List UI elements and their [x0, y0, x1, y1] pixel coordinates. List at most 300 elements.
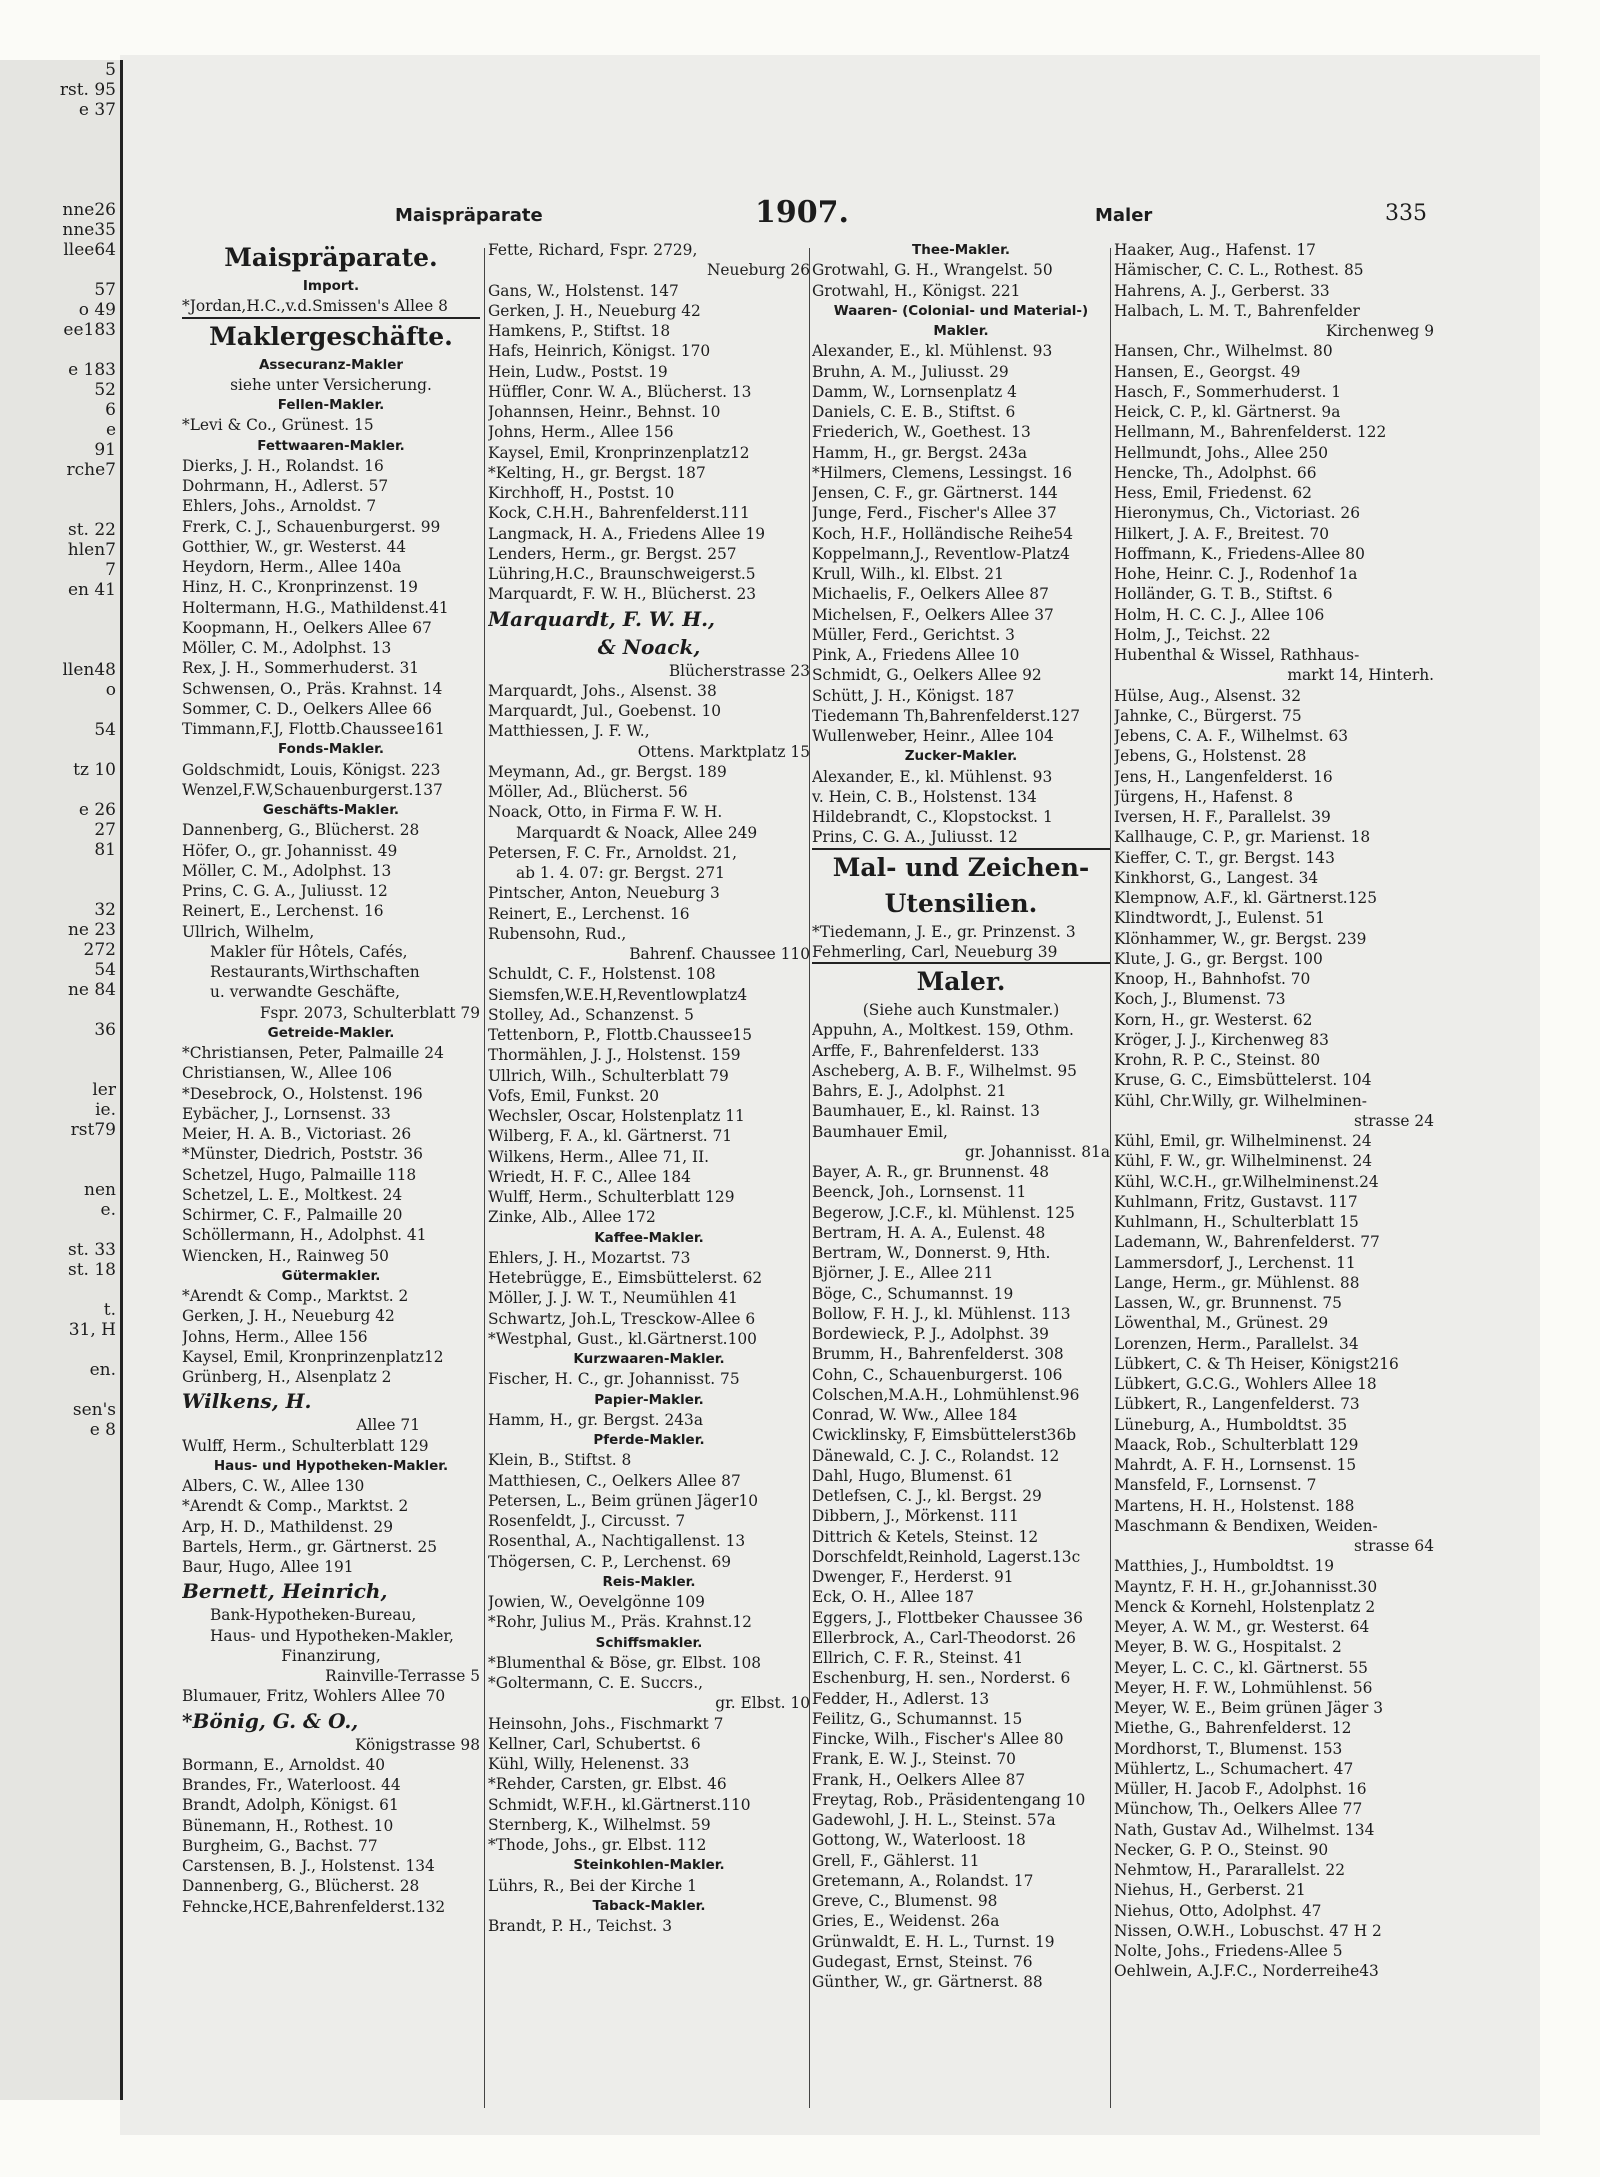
directory-entry: Dänewald, C. J. C., Rolandst. 12	[812, 1446, 1060, 1465]
directory-entry: Kellner, Carl, Schubertst. 6	[488, 1734, 701, 1753]
directory-entry: Dorschfeldt,Reinhold, Lagerst.13c	[812, 1547, 1081, 1566]
directory-entry: Möller, Ad., Blücherst. 56	[488, 783, 688, 801]
directory-entry: Nolte, Johs., Friedens-Allee 5	[1114, 1942, 1343, 1960]
margin-fragment: 54	[94, 720, 116, 740]
directory-entry: Bank-Hypotheken-Bureau,	[210, 1606, 417, 1625]
directory-entry: Kinkhorst, G., Langest. 34	[1114, 868, 1319, 887]
subsection-heading: Makler.	[933, 323, 989, 339]
directory-entry: Dannenberg, G., Blücherst. 28	[182, 1877, 420, 1896]
directory-entry: Hansen, E., Georgst. 49	[1114, 362, 1301, 381]
directory-entry: Lübkert, G.C.G., Wohlers Allee 18	[1114, 1375, 1377, 1393]
directory-entry: Frank, H., Oelkers Allee 87	[812, 1770, 1026, 1789]
directory-entry: Ascheberg, A. B. F., Wilhelmst. 95	[812, 1061, 1077, 1080]
margin-fragment	[0, 740, 120, 760]
directory-entry: Cwicklinsky, F, Eimsbüttelerst36b	[812, 1426, 1077, 1445]
directory-entry: Holm, H. C. C. J., Allee 106	[1114, 605, 1325, 624]
directory-entry: Mahrdt, A. F. H., Lornsenst. 15	[1114, 1456, 1357, 1474]
directory-entry: strasse 64	[1354, 1537, 1434, 1555]
margin-fragment: e 183	[68, 360, 116, 380]
directory-entry: v. Hein, C. B., Holstenst. 134	[812, 787, 1037, 806]
margin-fragment: 31, H	[68, 1320, 116, 1340]
margin-fragment	[0, 1140, 120, 1160]
directory-entry: Höfer, O., gr. Johannisst. 49	[182, 841, 398, 860]
subsection-heading: Papier-Makler.	[594, 1391, 704, 1408]
directory-entry: Koch, H.F., Holländische Reihe54	[812, 524, 1073, 543]
directory-entry: Lassen, W., gr. Brunnenst. 75	[1114, 1294, 1342, 1312]
margin-fragment: e 8	[89, 1420, 116, 1440]
subsection-heading: Assecuranz-Makler	[258, 356, 404, 373]
directory-entry: Kuhlmann, H., Schulterblatt 15	[1114, 1213, 1359, 1231]
margin-fragment	[0, 1040, 120, 1060]
margin-fragment	[0, 640, 120, 660]
margin-fragment	[0, 620, 120, 640]
directory-entry: Hahrens, A. J., Gerberst. 33	[1114, 281, 1330, 300]
directory-entry: Wulff, Herm., Schulterblatt 129	[488, 1188, 735, 1206]
margin-fragment	[0, 1060, 120, 1080]
margin-fragment: 272	[83, 940, 116, 960]
directory-entry: Fincke, Wilh., Fischer's Allee 80	[812, 1730, 1064, 1748]
directory-entry: Dahl, Hugo, Blumenst. 61	[812, 1466, 1014, 1485]
directory-entry: Klute, J. G., gr. Bergst. 100	[1114, 949, 1323, 968]
directory-entry: Hämischer, C. C. L., Rothest. 85	[1114, 261, 1364, 280]
margin-fragment: en.	[89, 1360, 116, 1380]
directory-entry: Eschenburg, H. sen., Norderst. 6	[812, 1669, 1071, 1688]
directory-entry: Hafs, Heinrich, Königst. 170	[488, 342, 711, 361]
directory-entry: Neueburg 26	[706, 261, 810, 280]
subsection-heading: Pferde-Makler.	[593, 1432, 705, 1448]
margin-fragment: rche7	[66, 460, 116, 480]
directory-entry: Hencke, Th., Adolphst. 66	[1114, 463, 1317, 482]
directory-entry: Conrad, W. Ww., Allee 184	[812, 1406, 1018, 1424]
directory-entry: *Kelting, H., gr. Bergst. 187	[488, 463, 706, 482]
directory-entry: Kaysel, Emil, Kronprinzenplatz12	[488, 443, 750, 462]
directory-entry: Schütt, J. H., Königst. 187	[812, 686, 1015, 705]
margin-fragment: st. 33	[68, 1240, 116, 1260]
directory-entry: Kühl, W.C.H., gr.Wilhelminenst.24	[1114, 1172, 1379, 1191]
subsection-heading: Fonds-Makler.	[277, 741, 385, 758]
directory-entry: *Thode, Johs., gr. Elbst. 112	[488, 1836, 707, 1854]
directory-entry: Carstensen, B. J., Holstenst. 134	[182, 1857, 435, 1875]
directory-entry: Hellmann, M., Bahrenfelderst. 122	[1114, 423, 1387, 442]
directory-entry: Hohe, Heinr. C. J., Rodenhof 1a	[1114, 565, 1358, 583]
directory-entry: Nissen, O.W.H., Lobuschst. 47 H 2	[1114, 1921, 1382, 1940]
directory-entry: Schirmer, C. F., Palmaille 20	[182, 1206, 403, 1224]
directory-entry: Hoffmann, K., Friedens-Allee 80	[1114, 544, 1365, 563]
directory-entry: Holländer, G. T. B., Stiftst. 6	[1114, 585, 1333, 604]
margin-fragment: 54	[94, 960, 116, 980]
directory-entry: *Jordan,H.C.,v.d.Smissen's Allee 8	[182, 296, 480, 318]
directory-entry: Bahrenf. Chaussee 110	[629, 945, 810, 963]
margin-fragment: 57	[94, 280, 116, 300]
directory-entry: Alexander, E., kl. Mühlenst. 93	[812, 767, 1053, 786]
directory-entry: Wiencken, H., Rainweg 50	[182, 1246, 389, 1265]
directory-entry: Langmack, H. A., Friedens Allee 19	[488, 524, 766, 543]
directory-entry: Jebens, C. A. F., Wilhelmst. 63	[1114, 727, 1349, 745]
directory-entry: *Arendt & Comp., Marktst. 2	[182, 1287, 409, 1305]
directory-entry: Koopmann, H., Oelkers Allee 67	[182, 618, 432, 637]
directory-entry: Gudegast, Ernst, Steinst. 76	[812, 1952, 1033, 1971]
directory-entry: Dwenger, F., Herderst. 91	[812, 1568, 1014, 1586]
directory-entry: Bünemann, H., Rothest. 10	[182, 1816, 394, 1835]
directory-entry: Hetebrügge, E., Eimsbüttelerst. 62	[488, 1269, 763, 1287]
directory-entry: Böge, C., Schumannst. 19	[812, 1284, 1014, 1303]
directory-entry: strasse 24	[1354, 1111, 1434, 1130]
directory-entry: Dittrich & Ketels, Steinst. 12	[812, 1527, 1039, 1546]
margin-fragment: e 37	[78, 100, 116, 120]
directory-entry: Eggers, J., Flottbeker Chaussee 36	[812, 1608, 1083, 1627]
directory-entry: Holm, J., Teichst. 22	[1114, 625, 1271, 644]
directory-entry: gr. Elbst. 10	[715, 1694, 810, 1713]
margin-fragment: e	[105, 420, 116, 440]
directory-entry: Schetzel, Hugo, Palmaille 118	[182, 1165, 417, 1184]
directory-entry: Jahnke, C., Bürgerst. 75	[1114, 706, 1302, 725]
margin-fragment	[0, 1340, 120, 1360]
margin-fragment: nne35	[62, 220, 116, 240]
directory-entry: Hülse, Aug., Alsenst. 32	[1114, 686, 1302, 705]
margin-fragment	[0, 1380, 120, 1400]
directory-entry: Jürgens, H., Hafenst. 8	[1114, 787, 1294, 806]
directory-entry: Lübkert, C. & Th Heiser, Königst216	[1114, 1354, 1399, 1373]
directory-entry: Arp, H. D., Mathildenst. 29	[182, 1517, 393, 1536]
margin-fragment: en 41	[67, 580, 116, 600]
directory-entry: Kieffer, C. T., gr. Bergst. 143	[1114, 848, 1335, 867]
directory-entry: Thögersen, C. P., Lerchenst. 69	[488, 1552, 732, 1571]
directory-entry: Mayntz, F. H. H., gr.Johannisst.30	[1114, 1577, 1378, 1596]
directory-entry: Marquardt, Jul., Goebenst. 10	[488, 702, 722, 720]
page-number: 335	[1385, 201, 1427, 226]
margin-fragment	[0, 880, 120, 900]
directory-entry: Königstrasse 98	[354, 1735, 480, 1754]
directory-entry: Rosenthal, A., Nachtigallenst. 13	[488, 1532, 746, 1551]
directory-entry: Brandt, Adolph, Königst. 61	[182, 1796, 399, 1815]
directory-entry: Mordhorst, T., Blumenst. 153	[1114, 1739, 1343, 1758]
directory-entry: Thormählen, J. J., Holstenst. 159	[488, 1046, 741, 1065]
directory-entry: Hubenthal & Wissel, Rathhaus-	[1114, 646, 1360, 664]
directory-entry: Klindtwordt, J., Eulenst. 51	[1114, 909, 1326, 928]
directory-entry: *Goltermann, C. E. Succrs.,	[488, 1674, 703, 1692]
subsection-heading: Gütermakler.	[281, 1267, 381, 1284]
section-heading: Maklergeschäfte.	[209, 321, 453, 351]
margin-fragment: rst. 95	[59, 80, 116, 100]
directory-entry: Menck & Kornehl, Holstenplatz 2	[1114, 1597, 1376, 1616]
directory-entry: Dannenberg, G., Blücherst. 28	[182, 821, 420, 840]
directory-entry: Ullrich, Wilh., Schulterblatt 79	[488, 1066, 729, 1085]
directory-entry: Prins, C. G. A., Juliusst. 12	[812, 827, 1110, 849]
directory-entry: Müller, H. Jacob F., Adolphst. 16	[1114, 1780, 1367, 1798]
display-entry: & Noack,	[597, 634, 701, 659]
subsection-heading: Haus- und Hypotheken-Makler.	[213, 1457, 449, 1474]
directory-entry: Maschmann & Bendixen, Weiden-	[1114, 1516, 1378, 1535]
directory-entry: Kaysel, Emil, Kronprinzenplatz12	[182, 1347, 444, 1366]
directory-entry: Möller, J. J. W. T., Neumühlen 41	[488, 1289, 738, 1308]
directory-entry: Goldschmidt, Louis, Königst. 223	[182, 760, 441, 779]
directory-entry: Schwensen, O., Präs. Krahnst. 14	[182, 679, 443, 698]
column-rule	[1110, 248, 1111, 2108]
directory-entry: Fette, Richard, Fspr. 2729,	[488, 241, 698, 259]
directory-entry: Bormann, E., Arnoldst. 40	[182, 1755, 386, 1774]
directory-entry: Eybächer, J., Lornsenst. 33	[182, 1104, 391, 1123]
directory-entry: Rubensohn, Rud.,	[488, 924, 627, 943]
directory-entry: Bollow, F. H. J., kl. Mühlenst. 113	[812, 1304, 1071, 1323]
margin-fragment: tz 10	[73, 760, 116, 780]
margin-fragment: t.	[103, 1300, 116, 1320]
directory-entry: Albers, C. W., Allee 130	[182, 1477, 365, 1495]
margin-fragment	[0, 160, 120, 180]
directory-entry: Baur, Hugo, Allee 191	[182, 1558, 354, 1576]
directory-entry: Ehlers, J. H., Mozartst. 73	[488, 1248, 691, 1267]
margin-fragment	[0, 700, 120, 720]
margin-fragment: 27	[94, 820, 116, 840]
directory-entry: Friederich, W., Goethest. 13	[812, 423, 1031, 442]
directory-entry: Mühlertz, L., Schumachert. 47	[1114, 1759, 1354, 1778]
directory-entry: Niehus, Otto, Adolphst. 47	[1114, 1901, 1322, 1920]
directory-entry: *Münster, Diedrich, Poststr. 36	[182, 1145, 423, 1164]
directory-entry: Nath, Gustav Ad., Wilhelmst. 134	[1114, 1820, 1375, 1839]
margin-fragment: 5	[105, 60, 116, 80]
margin-fragment	[0, 1280, 120, 1300]
directory-entry: Appuhn, A., Moltkest. 159, Othm.	[812, 1021, 1074, 1040]
running-head-year: 1907.	[755, 195, 849, 230]
subsection-heading: Geschäfts-Makler.	[262, 802, 400, 818]
directory-entry: Heydorn, Herm., Allee 140a	[182, 558, 402, 576]
directory-entry: Matthies, J., Humboldtst. 19	[1114, 1557, 1335, 1576]
margin-fragment	[0, 860, 120, 880]
directory-entry: Noack, Otto, in Firma F. W. H.	[488, 803, 723, 822]
directory-entry: Schwartz, Joh.L, Tresckow-Allee 6	[488, 1309, 756, 1328]
directory-entry: *Tiedemann, J. E., gr. Prinzenst. 3	[812, 922, 1076, 941]
directory-entry: Brumm, H., Bahrenfelderst. 308	[812, 1345, 1064, 1364]
directory-entry: Hansen, Chr., Wilhelmst. 80	[1114, 342, 1333, 361]
subsection-heading: Fettwaaren-Makler.	[257, 437, 405, 454]
directory-entry: u. verwandte Geschäfte,	[210, 983, 401, 1002]
directory-entry: *Christiansen, Peter, Palmaille 24	[182, 1044, 444, 1062]
margin-fragment	[0, 340, 120, 360]
directory-entry: *Rohr, Julius M., Präs. Krahnst.12	[488, 1613, 752, 1632]
directory-entry: Kirchhoff, H., Postst. 10	[488, 484, 675, 502]
directory-entry: Meyer, L. C. C., kl. Gärtnerst. 55	[1114, 1658, 1368, 1677]
directory-entry: Hasch, F., Sommerhuderst. 1	[1114, 382, 1342, 401]
directory-entry: Daniels, C. E. B., Stiftst. 6	[812, 403, 1016, 421]
directory-entry: Meymann, Ad., gr. Bergst. 189	[488, 762, 727, 781]
directory-entry: Lammersdorf, J., Lerchenst. 11	[1114, 1253, 1356, 1272]
margin-fragment: st. 18	[68, 1260, 116, 1280]
margin-fragment: hlen7	[67, 540, 116, 560]
directory-entry: Müller, Ferd., Gerichtst. 3	[812, 625, 1015, 644]
directory-entry: Lüneburg, A., Humboldtst. 35	[1114, 1415, 1348, 1434]
directory-entry: Bordewieck, P. J., Adolphst. 39	[812, 1325, 1049, 1343]
directory-entry: Jensen, C. F., gr. Gärtnerst. 144	[812, 484, 1058, 502]
directory-entry: Wullenweber, Heinr., Allee 104	[812, 727, 1054, 745]
margin-fragment	[0, 120, 120, 140]
directory-entry: Ellerbrock, A., Carl-Theodorst. 26	[812, 1628, 1076, 1647]
directory-entry: Matthiesen, C., Oelkers Allee 87	[488, 1471, 741, 1490]
directory-entry: Heinsohn, Johs., Fischmarkt 7	[488, 1714, 724, 1733]
section-heading: Utensilien.	[884, 888, 1038, 918]
adjacent-page-margin	[0, 60, 123, 2100]
display-entry: Bernett, Heinrich,	[182, 1579, 388, 1604]
directory-entry: Heick, C. P., kl. Gärtnerst. 9a	[1114, 403, 1341, 421]
directory-entry: Jens, H., Langenfelderst. 16	[1114, 767, 1333, 786]
directory-entry: Fedder, H., Adlerst. 13	[812, 1689, 990, 1708]
directory-entry: Marquardt, F. W. H., Blücherst. 23	[488, 585, 757, 604]
directory-entry: Koch, J., Blumenst. 73	[1114, 990, 1286, 1009]
margin-fragment	[0, 500, 120, 520]
directory-entry: Knoop, H., Bahnhofst. 70	[1114, 970, 1311, 988]
directory-entry: Timmann,F.J, Flottb.Chaussee161	[182, 720, 445, 738]
directory-entry: Kuhlmann, Fritz, Gustavst. 117	[1114, 1192, 1358, 1211]
directory-entry: Pink, A., Friedens Allee 10	[812, 646, 1020, 664]
directory-entry: Kröger, J. J., Kirchenweg 83	[1114, 1030, 1329, 1049]
directory-entry: ab 1. 4. 07: gr. Bergst. 271	[516, 864, 725, 882]
directory-entry: Hinz, H. C., Kronprinzenst. 19	[182, 578, 418, 597]
subsection-heading: Zucker-Makler.	[904, 748, 1018, 765]
directory-entry: Kühl, F. W., gr. Wilhelminenst. 24	[1114, 1152, 1373, 1171]
directory-entry: Gries, E., Weidenst. 26a	[812, 1912, 1000, 1931]
directory-entry: Grotwahl, H., Königst. 221	[812, 281, 1021, 300]
directory-entry: Kühl, Chr.Willy, gr. Wilhelminen-	[1114, 1091, 1367, 1110]
directory-entry: Lenders, Herm., gr. Bergst. 257	[488, 544, 737, 563]
directory-entry: Petersen, F. C. Fr., Arnoldst. 21,	[488, 843, 737, 862]
directory-entry: Tettenborn, P., Flottb.Chaussee15	[488, 1026, 753, 1044]
directory-entry: Feilitz, G., Schumannst. 15	[812, 1709, 1023, 1728]
directory-entry: Gotthier, W., gr. Westerst. 44	[182, 537, 407, 556]
directory-entry: Marquardt & Noack, Allee 249	[516, 823, 758, 842]
directory-entry: Klein, B., Stiftst. 8	[488, 1451, 632, 1470]
directory-entry: Gottong, W., Waterloost. 18	[812, 1831, 1026, 1850]
margin-fragment: e.	[100, 1200, 116, 1220]
directory-entry: Hamkens, P., Stiftst. 18	[488, 322, 671, 340]
directory-entry: Haaker, Aug., Hafenst. 17	[1114, 241, 1316, 259]
margin-fragment: 32	[94, 900, 116, 920]
directory-entry: Kühl, Emil, gr. Wilhelminenst. 24	[1114, 1132, 1372, 1150]
directory-entry: Korn, H., gr. Westerst. 62	[1114, 1010, 1313, 1029]
directory-entry: Grell, F., Gählerst. 11	[812, 1851, 980, 1870]
directory-entry: Wenzel,F.W,Schauenburgerst.137	[182, 780, 443, 799]
directory-entry: Meyer, W. E., Beim grünen Jäger 3	[1114, 1699, 1384, 1717]
directory-entry: Freytag, Rob., Präsidentengang 10	[812, 1790, 1086, 1809]
directory-entry: *Blumenthal & Böse, gr. Elbst. 108	[488, 1653, 762, 1672]
margin-fragment: 91	[94, 440, 116, 460]
directory-entry: Beenck, Joh., Lornsenst. 11	[812, 1183, 1027, 1202]
directory-entry: Michaelis, F., Oelkers Allee 87	[812, 585, 1049, 604]
directory-entry: Baumhauer, E., kl. Rainst. 13	[812, 1102, 1040, 1121]
directory-entry: Vofs, Emil, Funkst. 20	[488, 1086, 660, 1105]
directory-entry: Stolley, Ad., Schanzenst. 5	[488, 1005, 694, 1024]
directory-entry: Grünwaldt, E. H. L., Turnst. 19	[812, 1932, 1055, 1951]
directory-entry: Bahrs, E. J., Adolphst. 21	[812, 1082, 1007, 1100]
directory-entry: Jebens, G., Holstenst. 28	[1114, 747, 1307, 766]
margin-fragment: nen	[84, 1180, 116, 1200]
directory-entry: Grotwahl, G. H., Wrangelst. 50	[812, 261, 1053, 280]
directory-entry: Dibbern, J., Mörkenst. 111	[812, 1507, 1019, 1526]
directory-entry: Lührs, R., Bei der Kirche 1	[488, 1876, 697, 1895]
directory-entry: Finanzirung,	[281, 1646, 381, 1665]
directory-entry: Matthiessen, J. F. W.,	[488, 722, 650, 741]
section-heading: Mal- und Zeichen-	[832, 852, 1090, 882]
directory-entry: Hüffler, Conr. W. A., Blücherst. 13	[488, 382, 752, 401]
directory-entry: Wechsler, Oscar, Holstenplatz 11	[488, 1107, 745, 1125]
margin-fragment: o	[105, 680, 116, 700]
directory-entry: Wilkens, Herm., Allee 71, II.	[488, 1147, 710, 1166]
directory-entry: Junge, Ferd., Fischer's Allee 37	[812, 504, 1057, 523]
directory-entry: Ellrich, C. F. R., Steinst. 41	[812, 1649, 1024, 1667]
column-1	[182, 240, 480, 2120]
directory-entry: Meyer, A. W. M., gr. Westerst. 64	[1114, 1618, 1370, 1636]
directory-entry: Hilkert, J. A. F., Breitest. 70	[1114, 524, 1330, 543]
directory-entry: Haus- und Hypotheken-Makler,	[210, 1626, 454, 1645]
directory-entry: Hein, Ludw., Postst. 19	[488, 362, 668, 381]
directory-entry: Burgheim, G., Bachst. 77	[182, 1836, 378, 1855]
directory-entry: Bertram, H. A. A., Eulenst. 48	[812, 1223, 1046, 1242]
directory-entry: Hess, Emil, Friedenst. 62	[1114, 484, 1312, 502]
directory-entry: Jowien, W., Oevelgönne 109	[488, 1593, 705, 1611]
margin-fragment: ne 23	[67, 920, 116, 940]
column-4	[1114, 240, 1434, 2120]
column-3	[812, 240, 1110, 2120]
directory-entry: Meier, H. A. B., Victoriast. 26	[182, 1125, 412, 1143]
directory-entry: Rainville-Terrasse 5	[325, 1667, 480, 1685]
directory-entry: Damm, W., Lornsenplatz 4	[812, 382, 1017, 401]
directory-entry: Bertram, W., Donnerst. 9, Hth.	[812, 1244, 1051, 1262]
directory-entry: Frerk, C. J., Schauenburgerst. 99	[182, 517, 441, 536]
directory-entry: Zinke, Alb., Allee 172	[488, 1208, 656, 1227]
section-heading: Maispräparate.	[224, 243, 438, 272]
directory-entry: Kock, C.H.H., Bahrenfelderst.111	[488, 504, 750, 523]
directory-entry: Arffe, F., Bahrenfelderst. 133	[812, 1041, 1040, 1060]
directory-entry: gr. Johannisst. 81a	[964, 1142, 1110, 1161]
directory-entry: *Hilmers, Clemens, Lessingst. 16	[812, 463, 1073, 482]
directory-entry: Wilberg, F. A., kl. Gärtnerst. 71	[488, 1127, 733, 1146]
subsection-heading: Kurzwaaren-Makler.	[573, 1351, 725, 1367]
directory-entry: Holtermann, H.G., Mathildenst.41	[182, 598, 449, 617]
margin-fragment	[0, 780, 120, 800]
directory-entry: Fehncke,HCE,Bahrenfelderst.132	[182, 1897, 446, 1916]
directory-entry: Petersen, L., Beim grünen Jäger10	[488, 1491, 759, 1510]
directory-entry: Christiansen, W., Allee 106	[182, 1064, 393, 1083]
directory-entry: Makler für Hôtels, Cafés,	[210, 942, 408, 961]
directory-entry: *Arendt & Comp., Marktst. 2	[182, 1497, 409, 1516]
directory-entry: Löwenthal, M., Grünest. 29	[1114, 1314, 1329, 1333]
directory-entry: Meyer, H. F. W., Lohmühlenst. 56	[1114, 1678, 1373, 1697]
running-head-left: Maispräparate	[395, 205, 543, 226]
running-head	[185, 195, 1435, 245]
directory-entry: Lübkert, R., Langenfelderst. 73	[1114, 1395, 1360, 1414]
margin-fragment: ie.	[95, 1100, 116, 1120]
directory-entry: Schmidt, G., Oelkers Allee 92	[812, 666, 1042, 685]
directory-entry: Gans, W., Holstenst. 147	[488, 281, 679, 300]
directory-entry: Rex, J. H., Sommerhuderst. 31	[182, 659, 420, 678]
directory-entry: Frank, E. W. J., Steinst. 70	[812, 1750, 1016, 1769]
margin-fragment	[0, 1160, 120, 1180]
directory-entry: Grünberg, H., Alsenplatz 2	[182, 1368, 392, 1386]
subsection-heading: Reis-Makler.	[602, 1573, 696, 1590]
directory-entry: Gadewohl, J. H. L., Steinst. 57a	[812, 1811, 1056, 1829]
margin-fragment: rst79	[70, 1120, 116, 1140]
directory-entry: Michelsen, F., Oelkers Allee 37	[812, 605, 1054, 624]
directory-entry: Fspr. 2073, Schulterblatt 79	[259, 1003, 480, 1022]
directory-entry: Iversen, H. F., Parallelst. 39	[1114, 808, 1331, 826]
margin-fragment: ne 84	[67, 980, 116, 1000]
directory-entry: Meyer, B. W. G., Hospitalst. 2	[1114, 1638, 1342, 1657]
directory-entry: Lühring,H.C., Braunschweigerst.5	[488, 565, 756, 583]
margin-fragment	[0, 600, 120, 620]
subsection-heading: Fellen-Makler.	[277, 397, 385, 413]
directory-entry: Reinert, E., Lerchenst. 16	[488, 904, 690, 923]
margin-fragment	[0, 1220, 120, 1240]
column-2	[488, 240, 810, 2120]
directory-entry: Niehus, H., Gerberst. 21	[1114, 1881, 1306, 1900]
margin-fragment	[0, 260, 120, 280]
